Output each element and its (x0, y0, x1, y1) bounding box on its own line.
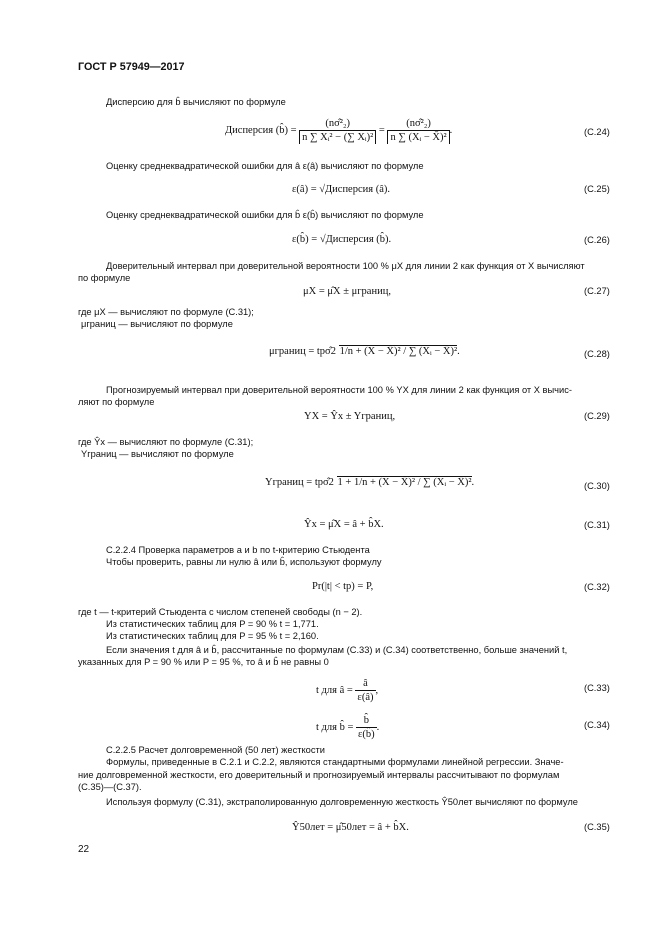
equation-c29: YX = Ŷx ± Yграниц, (304, 411, 396, 422)
equation-number: (С.31) (584, 520, 610, 530)
paragraph: Если значения t для â и b̂, рассчитанные по формулам (С.33) и (С.34) соответственно, больше значений t, (106, 645, 568, 655)
equation-number: (С.34) (584, 720, 610, 730)
eq-numerator: (nσ̂²₂) (299, 117, 376, 131)
equation-number: (С.32) (584, 582, 610, 592)
paragraph: где t — t-критерий Стьюдента с числом степеней свободы (n − 2). (78, 607, 363, 617)
equation-c32: Pr(|t| < tp) = P, (312, 581, 374, 592)
equation-number: (С.25) (584, 184, 610, 194)
page-number: 22 (78, 844, 90, 855)
equation-c24: Дисперсия (b̂) = $\frac{\text{(nσ̂²₂)}}{\text{n ∑ Xᵢ² − (∑ Xᵢ)²}}$ = $\frac{\text{(nσ̂²₂)}}{\text{n ∑ (Xᵢ − X̄)²}}$ . (225, 118, 453, 144)
paragraph: Используя формулу (С.31), экстраполированную долговременную жесткость Ŷ50лет вычисляют по формуле (106, 797, 578, 807)
document-header: ГОСТ Р 57949—2017 (78, 61, 185, 73)
eq-denominator: ε(â) (357, 692, 374, 704)
where-clause: где μX — вычисляют по формуле (С.31); (78, 307, 254, 317)
where-clause: μграниц — вычисляют по формуле (81, 319, 233, 329)
where-clause: Yграниц — вычисляют по формуле (81, 449, 234, 459)
eq-lhs: t для b̂ = (316, 722, 354, 734)
eq-fraction (387, 117, 449, 144)
equation-c27: μX = μ̂X ± μграниц, (303, 286, 391, 297)
paragraph-continued: указанных для P = 90 % или P = 95 %, то â и b̂ не равны 0 (78, 657, 329, 667)
eq-fraction (356, 714, 377, 741)
paragraph-continued: (С.35)—(С.37). (78, 782, 142, 792)
paragraph: Чтобы проверить, равны ли нулю â или b̂, используют формулу (106, 557, 382, 567)
equation-number: (С.29) (584, 411, 610, 421)
eq-radicand: 1/n + (X − X̄)² / ∑ (Xᵢ − X̄)² (339, 346, 458, 357)
equation-number: (С.24) (584, 127, 610, 137)
eq-fraction (299, 117, 376, 144)
paragraph: Доверительный интервал при доверительной вероятности 100 % μX для линии 2 как функция от X вычисляют (106, 261, 585, 271)
equation-c28: μграниц = tpσ̂2 1/n + (X − X̄)² / ∑ (Xᵢ − X̄)². (269, 346, 460, 357)
eq-lhs: Дисперсия (b̂) = (225, 125, 297, 137)
eq-denominator: n ∑ Xᵢ² − (∑ Xᵢ)² (299, 131, 376, 144)
paragraph: Дисперсию для b̂ вычисляют по формуле (106, 97, 286, 107)
equation-c26: ε(b̂) = √Дисперсия (b̂). (292, 234, 392, 245)
paragraph: Из статистических таблиц для P = 95 % t = 2,160. (106, 631, 319, 641)
paragraph-continued: ляют по формуле (78, 397, 155, 407)
paragraph: Формулы, приведенные в С.2.1 и С.2.2, являются стандартными формулами линейной регрессии. Значе- (106, 757, 564, 767)
equation-number: (С.27) (584, 286, 610, 296)
paragraph: Оценку среднеквадратической ошибки для â ε(â) вычисляют по формуле (106, 161, 424, 171)
equation-number: (С.35) (584, 822, 610, 832)
section-heading: С.2.2.4 Проверка параметров a и b по t-критерию Стьюдента (106, 545, 370, 555)
eq-fraction (355, 677, 375, 704)
equation-number: (С.26) (584, 235, 610, 245)
equation-number: (С.33) (584, 683, 610, 693)
paragraph-continued: по формуле (78, 273, 131, 283)
eq-radicand: 1 + 1/n + (X − X̄)² / ∑ (Xᵢ − X̄)² (337, 477, 472, 488)
equation-number: (С.28) (584, 349, 610, 359)
eq-denominator: n ∑ (Xᵢ − X̄)² (387, 131, 449, 144)
equation-c35: Ŷ50лет = μ̂50лет = â + b̂X. (292, 822, 409, 833)
eq-numerator: â (355, 677, 375, 691)
eq-numerator: b̂ (356, 714, 377, 728)
eq-lhs: μграниц = tpσ̂2 (269, 346, 336, 357)
equation-c33: t для â = $\frac{â}{\varepsilon(â)}$ , (316, 678, 379, 704)
paragraph: Оценку среднеквадратической ошибки для b̂ ε(b̂) вычисляют по формуле (106, 210, 424, 220)
eq-lhs: t для â = (316, 685, 353, 697)
eq-numerator: (nσ̂²₂) (387, 117, 449, 131)
paragraph-continued: ние долговременной жесткости, его доверительный и прогнозируемый интервалы рассчитывают по формулам (78, 770, 560, 780)
equation-number: (С.30) (584, 481, 610, 491)
paragraph: Из статистических таблиц для P = 90 % t = 1,771. (106, 619, 319, 629)
equation-c30: Yграниц = tpσ̂2 1 + 1/n + (X − X̄)² / ∑ (Xᵢ − X̄)². (265, 477, 475, 488)
where-clause: где Ŷx — вычисляют по формуле (С.31); (78, 437, 254, 447)
equation-c34: t для b̂ = $\frac{b̂}{\varepsilon(b̂)}$ . (316, 715, 380, 741)
section-heading: С.2.2.5 Расчет долговременной (50 лет) жесткости (106, 745, 325, 755)
eq-denominator: ε(b̂) (358, 729, 375, 741)
eq-lhs: Yграниц = tpσ̂2 (265, 477, 334, 488)
equation-c25: ε(â) = √Дисперсия (â). (292, 184, 390, 195)
paragraph: Прогнозируемый интервал при доверительной вероятности 100 % YX для линии 2 как функция от X вычис- (106, 385, 572, 395)
equation-c31: Ŷx = μ̂X = â + b̂X. (304, 519, 384, 530)
